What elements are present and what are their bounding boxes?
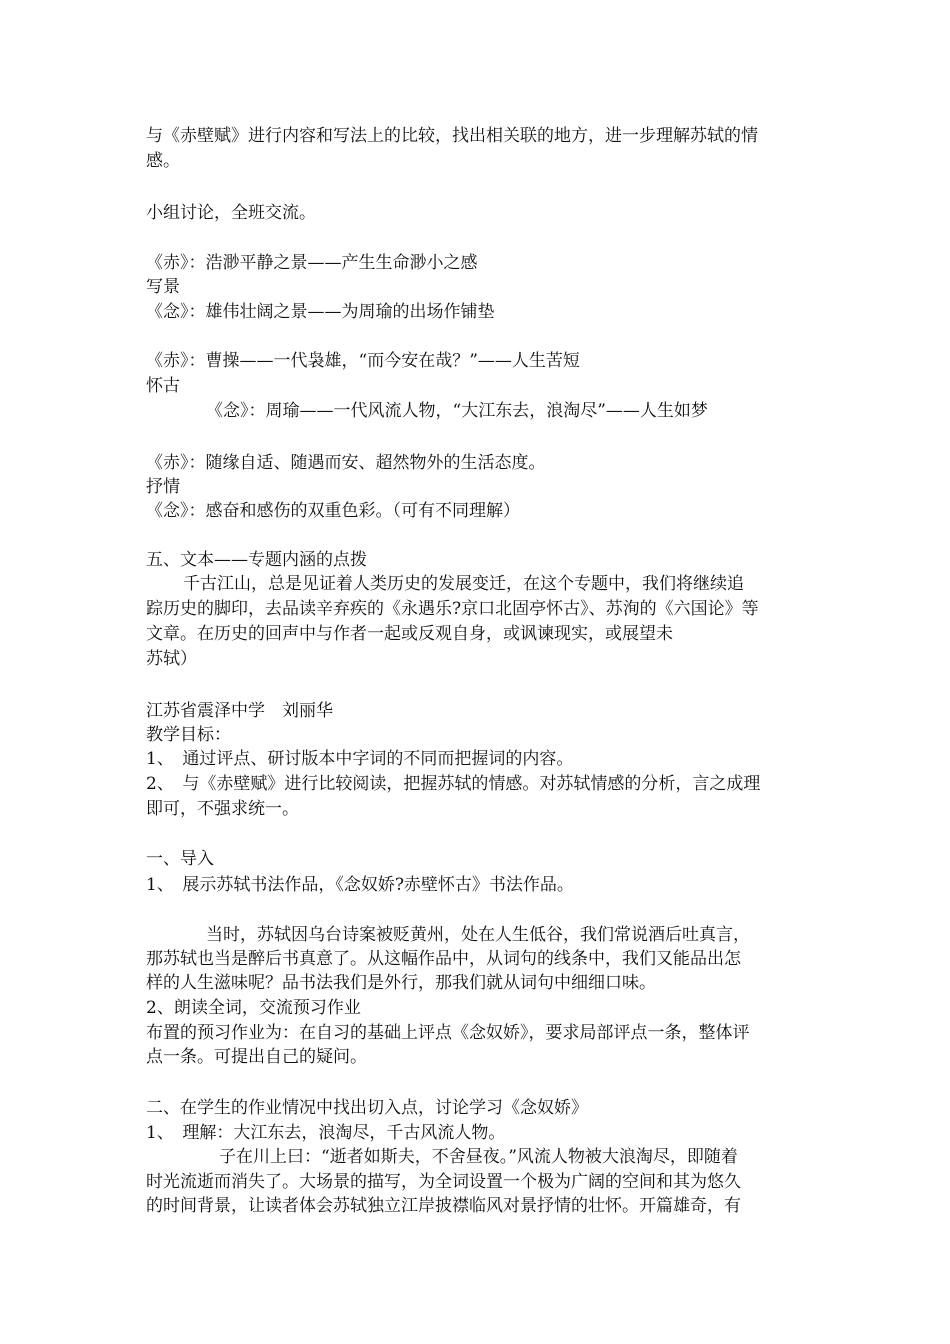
section-heading: 五、文本——专题内涵的点拨 bbox=[146, 550, 367, 570]
text-line: 1、 展示苏轼书法作品，《念奴娇?赤壁怀古》书法作品。 bbox=[146, 875, 574, 895]
text-line: 2、 与《赤壁赋》进行比较阅读，把握苏轼的情感。对苏轼情感的分析，言之成理 bbox=[146, 774, 761, 794]
text-line: 抒情 bbox=[146, 477, 180, 497]
text-line: 《赤》：浩渺平静之景——产生生命渺小之感 bbox=[146, 253, 478, 273]
text-line: 那苏轼也当是醉后书真意了。从这幅作品中，从词句的线条中，我们又能品出怎 bbox=[146, 949, 741, 969]
text-line: 时光流逝而消失了。大场景的描写，为全词设置一个极为广阔的空间和其为悠久 bbox=[146, 1172, 741, 1192]
text-line: 写景 bbox=[146, 277, 180, 297]
text-line: 踪历史的脚印，去品读辛弃疾的《永遇乐?京口北固亭怀古》、苏洵的《六国论》等 bbox=[146, 599, 759, 619]
text-line: 点一条。可提出自己的疑问。 bbox=[146, 1047, 367, 1067]
text-line: 教学目标： bbox=[146, 725, 231, 745]
text-line: 子在川上曰：“逝者如斯夫，不舍昼夜。”风流人物被大浪淘尽，即随着 bbox=[219, 1147, 738, 1167]
text-line: 《念》：雄伟壮阔之景——为周瑜的出场作铺垫 bbox=[146, 302, 495, 322]
text-line: 文章。在历史的回声中与作者一起或反观自身，或讽谏现实，或展望未 bbox=[146, 624, 673, 644]
text-line: 千古江山，总是见证着人类历史的发展变迁，在这个专题中，我们将继续追 bbox=[183, 574, 744, 594]
text-line: 小组讨论，全班交流。 bbox=[146, 203, 316, 223]
text-line: 样的人生滋味呢？品书法我们是外行，那我们就从词句中细细口味。 bbox=[146, 973, 656, 993]
text-line: 《赤》：曹操——一代袅雄，“而今安在哉？”——人生苦短 bbox=[146, 351, 580, 371]
text-line: 《念》：周瑜——一代风流人物，“大江东去，浪淘尽”——人生如梦 bbox=[206, 401, 708, 421]
section-heading: 一、导入 bbox=[146, 849, 214, 869]
text-line: 怀古 bbox=[146, 376, 180, 396]
text-line: 2、朗读全词，交流预习作业 bbox=[146, 998, 361, 1018]
text-line: 当时，苏轼因乌台诗案被贬黄州，处在人生低谷，我们常说酒后吐真言， bbox=[206, 925, 750, 945]
text-line: 感。 bbox=[146, 151, 180, 171]
text-line: 苏轼） bbox=[146, 649, 197, 669]
text-line: 1、 理解：大江东去，浪淘尽，千古风流人物。 bbox=[146, 1123, 506, 1143]
text-line: 的时间背景，让读者体会苏轼独立江岸披襟临风对景抒情的壮怀。开篇雄奇，有 bbox=[146, 1196, 741, 1216]
section-heading: 二、在学生的作业情况中找出切入点，讨论学习《念奴娇》 bbox=[146, 1098, 588, 1118]
text-line: 布置的预习作业为：在自习的基础上评点《念奴娇》，要求局部评点一条，整体评 bbox=[146, 1023, 750, 1043]
text-line: 即可，不强求统一。 bbox=[146, 799, 299, 819]
text-line: 1、 通过评点、研讨版本中字词的不同而把握词的内容。 bbox=[146, 749, 574, 769]
text-line: 《念》：感奋和感伤的双重色彩。（可有不同理解） bbox=[146, 501, 520, 521]
text-line: 《赤》：随缘自适、随遇而安、超然物外的生活态度。 bbox=[146, 453, 546, 473]
author-line: 江苏省震泽中学 刘丽华 bbox=[146, 701, 333, 721]
text-line: 与《赤壁赋》进行内容和写法上的比较，找出相关联的地方，进一步理解苏轼的情 bbox=[146, 126, 758, 146]
